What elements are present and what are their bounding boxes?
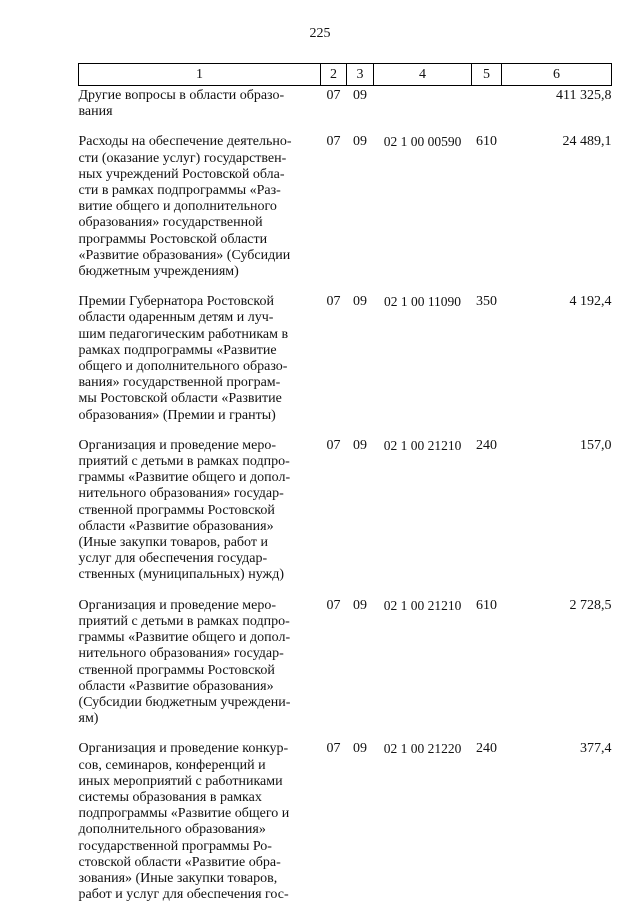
row-description bbox=[79, 86, 321, 135]
description-line: Премии Губернатора Ростовской bbox=[78, 294, 274, 310]
description-line: зования» (Иные закупки товаров, bbox=[78, 870, 278, 886]
target-article-code: 02 1 00 11090 bbox=[383, 294, 462, 310]
table-row bbox=[79, 134, 612, 294]
subsection-code: 09 bbox=[353, 134, 367, 150]
amount: 24 489,1 bbox=[562, 134, 612, 150]
description-line: ственной программы Ростовской bbox=[78, 502, 275, 518]
table-row bbox=[79, 86, 612, 135]
description-line: вания» государственной програм- bbox=[78, 375, 281, 391]
amount: 4 192,4 bbox=[569, 294, 612, 310]
description-line: ям) bbox=[78, 711, 99, 727]
section-code: 07 bbox=[326, 437, 341, 453]
description-line: нительного образования» государ- bbox=[78, 486, 284, 502]
section-code: 07 bbox=[326, 741, 341, 757]
description-line: сти (оказание услуг) государствен- bbox=[78, 150, 287, 166]
description-line: ственных (муниципальных) нужд) bbox=[78, 567, 284, 583]
description-line: стовской области «Развитие обра- bbox=[78, 854, 281, 870]
description-line: системы образования в рамках bbox=[78, 789, 262, 805]
description-line: Организация и проведение меро- bbox=[78, 597, 277, 613]
row-description bbox=[79, 134, 321, 294]
col-header-4: 4 bbox=[374, 64, 472, 86]
expense-type-code: 610 bbox=[476, 597, 497, 613]
section-code: 07 bbox=[326, 88, 341, 103]
description-line: (Субсидии бюджетным учреждени- bbox=[78, 694, 291, 710]
amount: 411 325,8 bbox=[556, 88, 612, 103]
table-body bbox=[79, 86, 612, 904]
description-line: приятий с детьми в рамках подпро- bbox=[78, 613, 290, 629]
table-row bbox=[79, 294, 612, 438]
expense-type-code: 610 bbox=[476, 134, 497, 150]
section-code: 07 bbox=[326, 294, 341, 310]
description-line: программы Ростовской области bbox=[78, 231, 268, 247]
description-line: мы Ростовской области «Развитие bbox=[78, 391, 282, 407]
description-line: ных учреждений Ростовской обла- bbox=[78, 166, 285, 182]
page-number: 225 bbox=[309, 26, 331, 41]
row-description bbox=[79, 438, 321, 598]
description-line: иных мероприятий с работниками bbox=[78, 773, 283, 789]
description-line: рамках подпрограммы «Развитие bbox=[78, 342, 277, 358]
table-row bbox=[79, 438, 612, 598]
section-code: 07 bbox=[326, 134, 341, 150]
description-line: образования» (Премии и гранты) bbox=[78, 407, 276, 423]
row-description bbox=[79, 598, 321, 742]
subsection-code: 09 bbox=[353, 741, 367, 757]
description-line: ственной программы Ростовской bbox=[78, 662, 275, 678]
target-article-code: 02 1 00 21210 bbox=[383, 597, 462, 613]
description-line: (Иные закупки товаров, работ и bbox=[78, 535, 268, 551]
column-number-header bbox=[79, 64, 612, 86]
row-description bbox=[79, 741, 321, 903]
subsection-code: 09 bbox=[353, 294, 367, 310]
col-header-6: 6 bbox=[502, 64, 612, 86]
amount: 2 728,5 bbox=[569, 597, 612, 613]
expense-type-code bbox=[472, 86, 502, 135]
description-line: вания bbox=[78, 104, 113, 120]
row-description bbox=[79, 294, 321, 438]
subsection-code: 09 bbox=[353, 88, 367, 103]
amount: 377,4 bbox=[580, 741, 612, 757]
expense-type-code: 240 bbox=[476, 437, 497, 453]
amount: 157,0 bbox=[580, 437, 612, 453]
description-line: работ и услуг для обеспечения гос- bbox=[78, 887, 289, 903]
expense-type-code: 240 bbox=[476, 741, 497, 757]
subsection-code: 09 bbox=[353, 437, 367, 453]
col-header-2: 2 bbox=[321, 64, 347, 86]
description-line: Расходы на обеспечение деятельно- bbox=[78, 134, 292, 150]
target-article-code bbox=[374, 86, 472, 135]
description-line: приятий с детьми в рамках подпро- bbox=[78, 454, 290, 470]
col-header-3: 3 bbox=[347, 64, 374, 86]
description-line: области «Развитие образования» bbox=[78, 518, 274, 534]
description-line: Организация и проведение меро- bbox=[78, 437, 277, 453]
target-article-code: 02 1 00 21210 bbox=[383, 437, 462, 453]
description-line: дополнительного образования» bbox=[78, 822, 266, 838]
section-code: 07 bbox=[326, 597, 341, 613]
expense-type-code: 350 bbox=[476, 294, 497, 310]
budget-table bbox=[78, 63, 612, 903]
description-line: витие общего и дополнительного bbox=[78, 199, 277, 215]
description-line: шим педагогическим работникам в bbox=[78, 326, 289, 342]
description-line: граммы «Развитие общего и допол- bbox=[78, 630, 291, 646]
description-line: общего и дополнительного образо- bbox=[78, 359, 288, 375]
description-line: образования» государственной bbox=[78, 215, 263, 231]
target-article-code: 02 1 00 21220 bbox=[383, 741, 462, 757]
description-line: государственной программы Ро- bbox=[78, 838, 272, 854]
description-line: граммы «Развитие общего и допол- bbox=[78, 470, 291, 486]
table-row bbox=[79, 598, 612, 742]
table-row bbox=[79, 741, 612, 903]
description-line: нительного образования» государ- bbox=[78, 646, 284, 662]
description-line: услуг для обеспечения государ- bbox=[78, 551, 268, 567]
description-line: бюджетным учреждениям) bbox=[78, 264, 239, 280]
col-header-1: 1 bbox=[79, 64, 321, 86]
description-line: Другие вопросы в области образо- bbox=[78, 88, 285, 103]
description-line: области одаренным детям и луч- bbox=[78, 310, 274, 326]
description-line: «Развитие образования» (Субсидии bbox=[78, 247, 291, 263]
subsection-code: 09 bbox=[353, 597, 367, 613]
description-line: сов, семинаров, конференций и bbox=[78, 757, 266, 773]
description-line: Организация и проведение конкур- bbox=[78, 741, 289, 757]
description-line: сти в рамках подпрограммы «Раз- bbox=[78, 183, 281, 199]
description-line: области «Развитие образования» bbox=[78, 678, 274, 694]
description-line: подпрограммы «Развитие общего и bbox=[78, 806, 290, 822]
col-header-5: 5 bbox=[472, 64, 502, 86]
target-article-code: 02 1 00 00590 bbox=[383, 134, 462, 150]
